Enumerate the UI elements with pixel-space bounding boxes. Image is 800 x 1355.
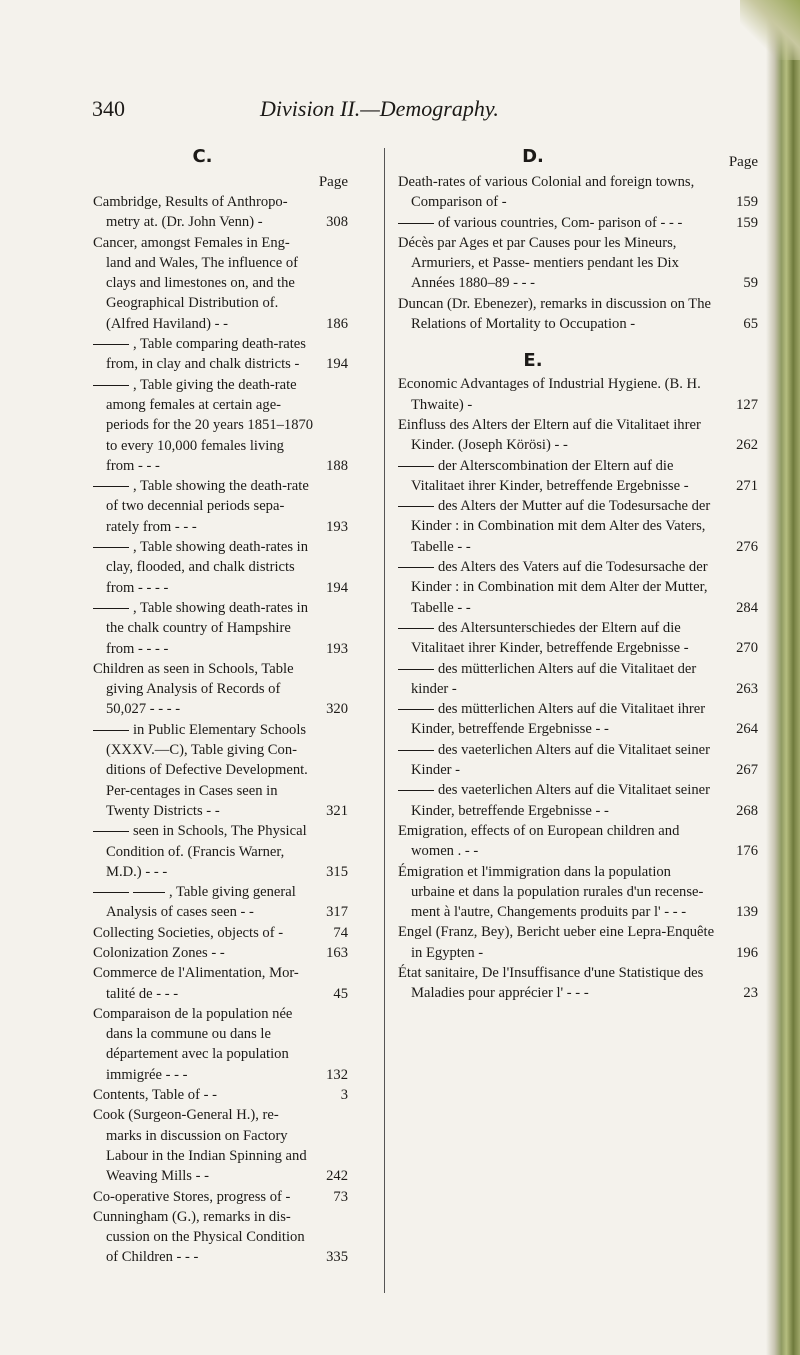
index-entry: Cambridge, Results of Anthropo- metry at. (Dr. John Venn) - 308	[93, 192, 348, 233]
index-entry: of various countries, Com- parison of - - - 159	[398, 213, 758, 233]
ditto-rule	[398, 709, 434, 710]
entry-page: 271	[736, 477, 758, 494]
index-entry: Engel (Franz, Bey), Bericht ueber eine Lepra-Enquête in Egypten - 196	[398, 922, 758, 963]
index-entry: , Table showing the death-rate of two decennial periods sepa- rately from - - - 193	[93, 476, 348, 537]
index-entry: Children as seen in Schools, Table giving Analysis of Records of 50,027 - - - - 320	[93, 659, 348, 720]
entry-page: 267	[736, 762, 758, 779]
ditto-rule	[398, 506, 434, 507]
page-column-label: Page	[318, 174, 348, 190]
index-entry: , Table showing death-rates in clay, flooded, and chalk districts from - - - - 194	[93, 537, 348, 598]
index-entry: Emigration, effects of on European children and women . - - 176	[398, 821, 758, 862]
index-entry: État sanitaire, De l'Insuffisance d'une Statistique des Maladies pour apprécier l' - - - 23	[398, 963, 758, 1004]
ditto-rule	[398, 669, 434, 670]
index-entry: Economic Advantages of Industrial Hygiene. (B. H. Thwaite) - 127	[398, 374, 758, 415]
index-entry: Commerce de l'Alimentation, Mor- talité de - - - 45	[93, 963, 348, 1004]
entry-page: 264	[736, 721, 758, 738]
index-entry: seen in Schools, The Physical Condition of. (Francis Warner, M.D.) - - - 315	[93, 821, 348, 882]
entry-page: 74	[333, 924, 348, 941]
index-entry: des vaeterlichen Alters auf die Vitalitaet seiner Kinder - 267	[398, 740, 758, 781]
index-entry: des mütterlichen Alters auf die Vitalitaet der kinder - 263	[398, 659, 758, 700]
index-entry: Cunningham (G.), remarks in dis- cussion on the Physical Condition of Children - - - 335	[93, 1207, 348, 1268]
entry-page: 176	[736, 843, 758, 860]
ditto-rule	[93, 730, 129, 731]
ditto-rule	[398, 466, 434, 467]
ditto-rule	[398, 750, 434, 751]
index-entry: Colonization Zones - - 163	[93, 943, 348, 963]
index-entry: der Alterscombination der Eltern auf die Vitalitaet ihrer Kinder, betreffende Ergebnisse - 271	[398, 456, 758, 497]
index-entry: , Table comparing death-rates from, in clay and chalk districts - 194	[93, 334, 348, 375]
entry-page: 23	[743, 985, 758, 1002]
page-column-label: Page	[728, 154, 758, 170]
entry-page: 73	[333, 1188, 348, 1205]
page-number: 340	[92, 96, 125, 121]
entry-page: 194	[326, 579, 348, 596]
entry-page: 159	[736, 214, 758, 231]
entry-page: 59	[743, 275, 758, 292]
index-entry: Comparaison de la population née dans la commune ou dans le département avec la population immigrée - - - 132	[93, 1004, 348, 1085]
entry-page: 163	[326, 944, 348, 961]
entry-page: 284	[736, 599, 758, 616]
entry-page: 45	[333, 985, 348, 1002]
entry-page: 132	[326, 1066, 348, 1083]
page-edge-corner	[740, 0, 800, 60]
entry-page: 196	[736, 944, 758, 961]
running-title: Division II.—Demography.	[260, 96, 499, 121]
ditto-rule	[93, 892, 129, 893]
index-entry: des Alters des Vaters auf die Todesursache der Kinder : in Combination mit dem Alter der Mutter, Tabelle - - 284	[398, 557, 758, 618]
column-divider	[384, 148, 385, 1293]
entry-page: 321	[326, 802, 348, 819]
entry-page: 186	[326, 315, 348, 332]
ditto-rule	[398, 223, 434, 224]
ditto-rule	[398, 790, 434, 791]
index-entry: Collecting Societies, objects of - 74	[93, 923, 348, 943]
index-entry: des mütterlichen Alters auf die Vitalitaet ihrer Kinder, betreffende Ergebnisse - - 264	[398, 699, 758, 740]
index-entry: in Public Elementary Schools (XXXV.—C), Table giving Con- ditions of Defective Development. Per-centages in Cases seen in Twenty Districts - - 321	[93, 720, 348, 821]
index-entry: Décès par Ages et par Causes pour les Mineurs, Armuriers, et Passe- mentiers pendant les Dix Années 1880–89 - - - 59	[398, 233, 758, 294]
entry-page: 193	[326, 640, 348, 657]
index-entry: Contents, Table of - - 3	[93, 1085, 348, 1105]
page-edge-binding	[766, 0, 800, 1355]
ditto-rule	[93, 608, 129, 609]
index-entry: Einfluss des Alters der Eltern auf die Vitalitaet ihrer Kinder. (Joseph Körösi) - - 262	[398, 415, 758, 456]
entry-page: 276	[736, 538, 758, 555]
entry-page: 127	[736, 396, 758, 413]
entry-page: 320	[326, 701, 348, 718]
entry-page: 308	[326, 214, 348, 231]
ditto-rule	[93, 344, 129, 345]
index-entry: Émigration et l'immigration dans la population urbaine et dans la population rurales d'un recense- ment à l'autre, Changements produits par l' - - - 139	[398, 862, 758, 923]
index-entry: des Altersunterschiedes der Eltern auf die Vitalitaet ihrer Kinder, betreffende Ergebnisse - 270	[398, 618, 758, 659]
index-entry: des vaeterlichen Alters auf die Vitalitaet seiner Kinder, betreffende Ergebnisse - - 268	[398, 780, 758, 821]
section-letter-e: E.	[523, 350, 543, 372]
entry-page: 65	[743, 316, 758, 333]
ditto-rule	[93, 486, 129, 487]
index-entry: Duncan (Dr. Ebenezer), remarks in discussion on The Relations of Mortality to Occupation - 65	[398, 294, 758, 335]
entry-page: 159	[736, 194, 758, 211]
entry-page: 194	[326, 356, 348, 373]
ditto-rule	[93, 385, 129, 386]
entry-page: 270	[736, 640, 758, 657]
entry-page: 3	[340, 1087, 348, 1104]
entry-page: 242	[326, 1168, 348, 1185]
entry-page: 139	[736, 904, 758, 921]
entry-page: 317	[326, 904, 348, 921]
ditto-rule	[93, 831, 129, 832]
index-entry: Death-rates of various Colonial and foreign towns, Comparison of - 159	[398, 172, 758, 213]
entry-page: 263	[736, 680, 758, 697]
section-letter-d: D.	[522, 146, 544, 167]
entry-page: 268	[736, 802, 758, 819]
index-entry: Cancer, amongst Females in Eng- land and Wales, The influence of clays and limestones on, and the Geographical Distribution of. (Alfred Haviland) - - 186	[93, 233, 348, 334]
index-entry: , Table giving general Analysis of cases seen - - 317	[93, 882, 348, 923]
index-column-c	[93, 144, 348, 1268]
section-letter-c: C.	[192, 146, 213, 167]
page-header	[92, 96, 742, 126]
index-column-d-e	[398, 144, 758, 1004]
index-entry: des Alters der Mutter auf die Todesursache der Kinder : in Combination mit dem Alter des Vaters, Tabelle - - 276	[398, 496, 758, 557]
ditto-rule	[93, 547, 129, 548]
ditto-rule	[133, 892, 165, 893]
ditto-rule	[398, 628, 434, 629]
entry-page: 335	[326, 1249, 348, 1266]
ditto-rule	[398, 567, 434, 568]
index-entry: Co-operative Stores, progress of - 73	[93, 1187, 348, 1207]
entry-page: 315	[326, 863, 348, 880]
index-entry: Cook (Surgeon-General H.), re- marks in discussion on Factory Labour in the Indian Spinning and Weaving Mills - - 242	[93, 1105, 348, 1186]
index-entry: , Table showing death-rates in the chalk country of Hampshire from - - - - 193	[93, 598, 348, 659]
index-entry: , Table giving the death-rate among females at certain age- periods for the 20 years 1851–1870 to every 10,000 females living from - - - 188	[93, 375, 348, 476]
entry-page: 262	[736, 437, 758, 454]
entry-page: 193	[326, 518, 348, 535]
entry-page: 188	[326, 457, 348, 474]
